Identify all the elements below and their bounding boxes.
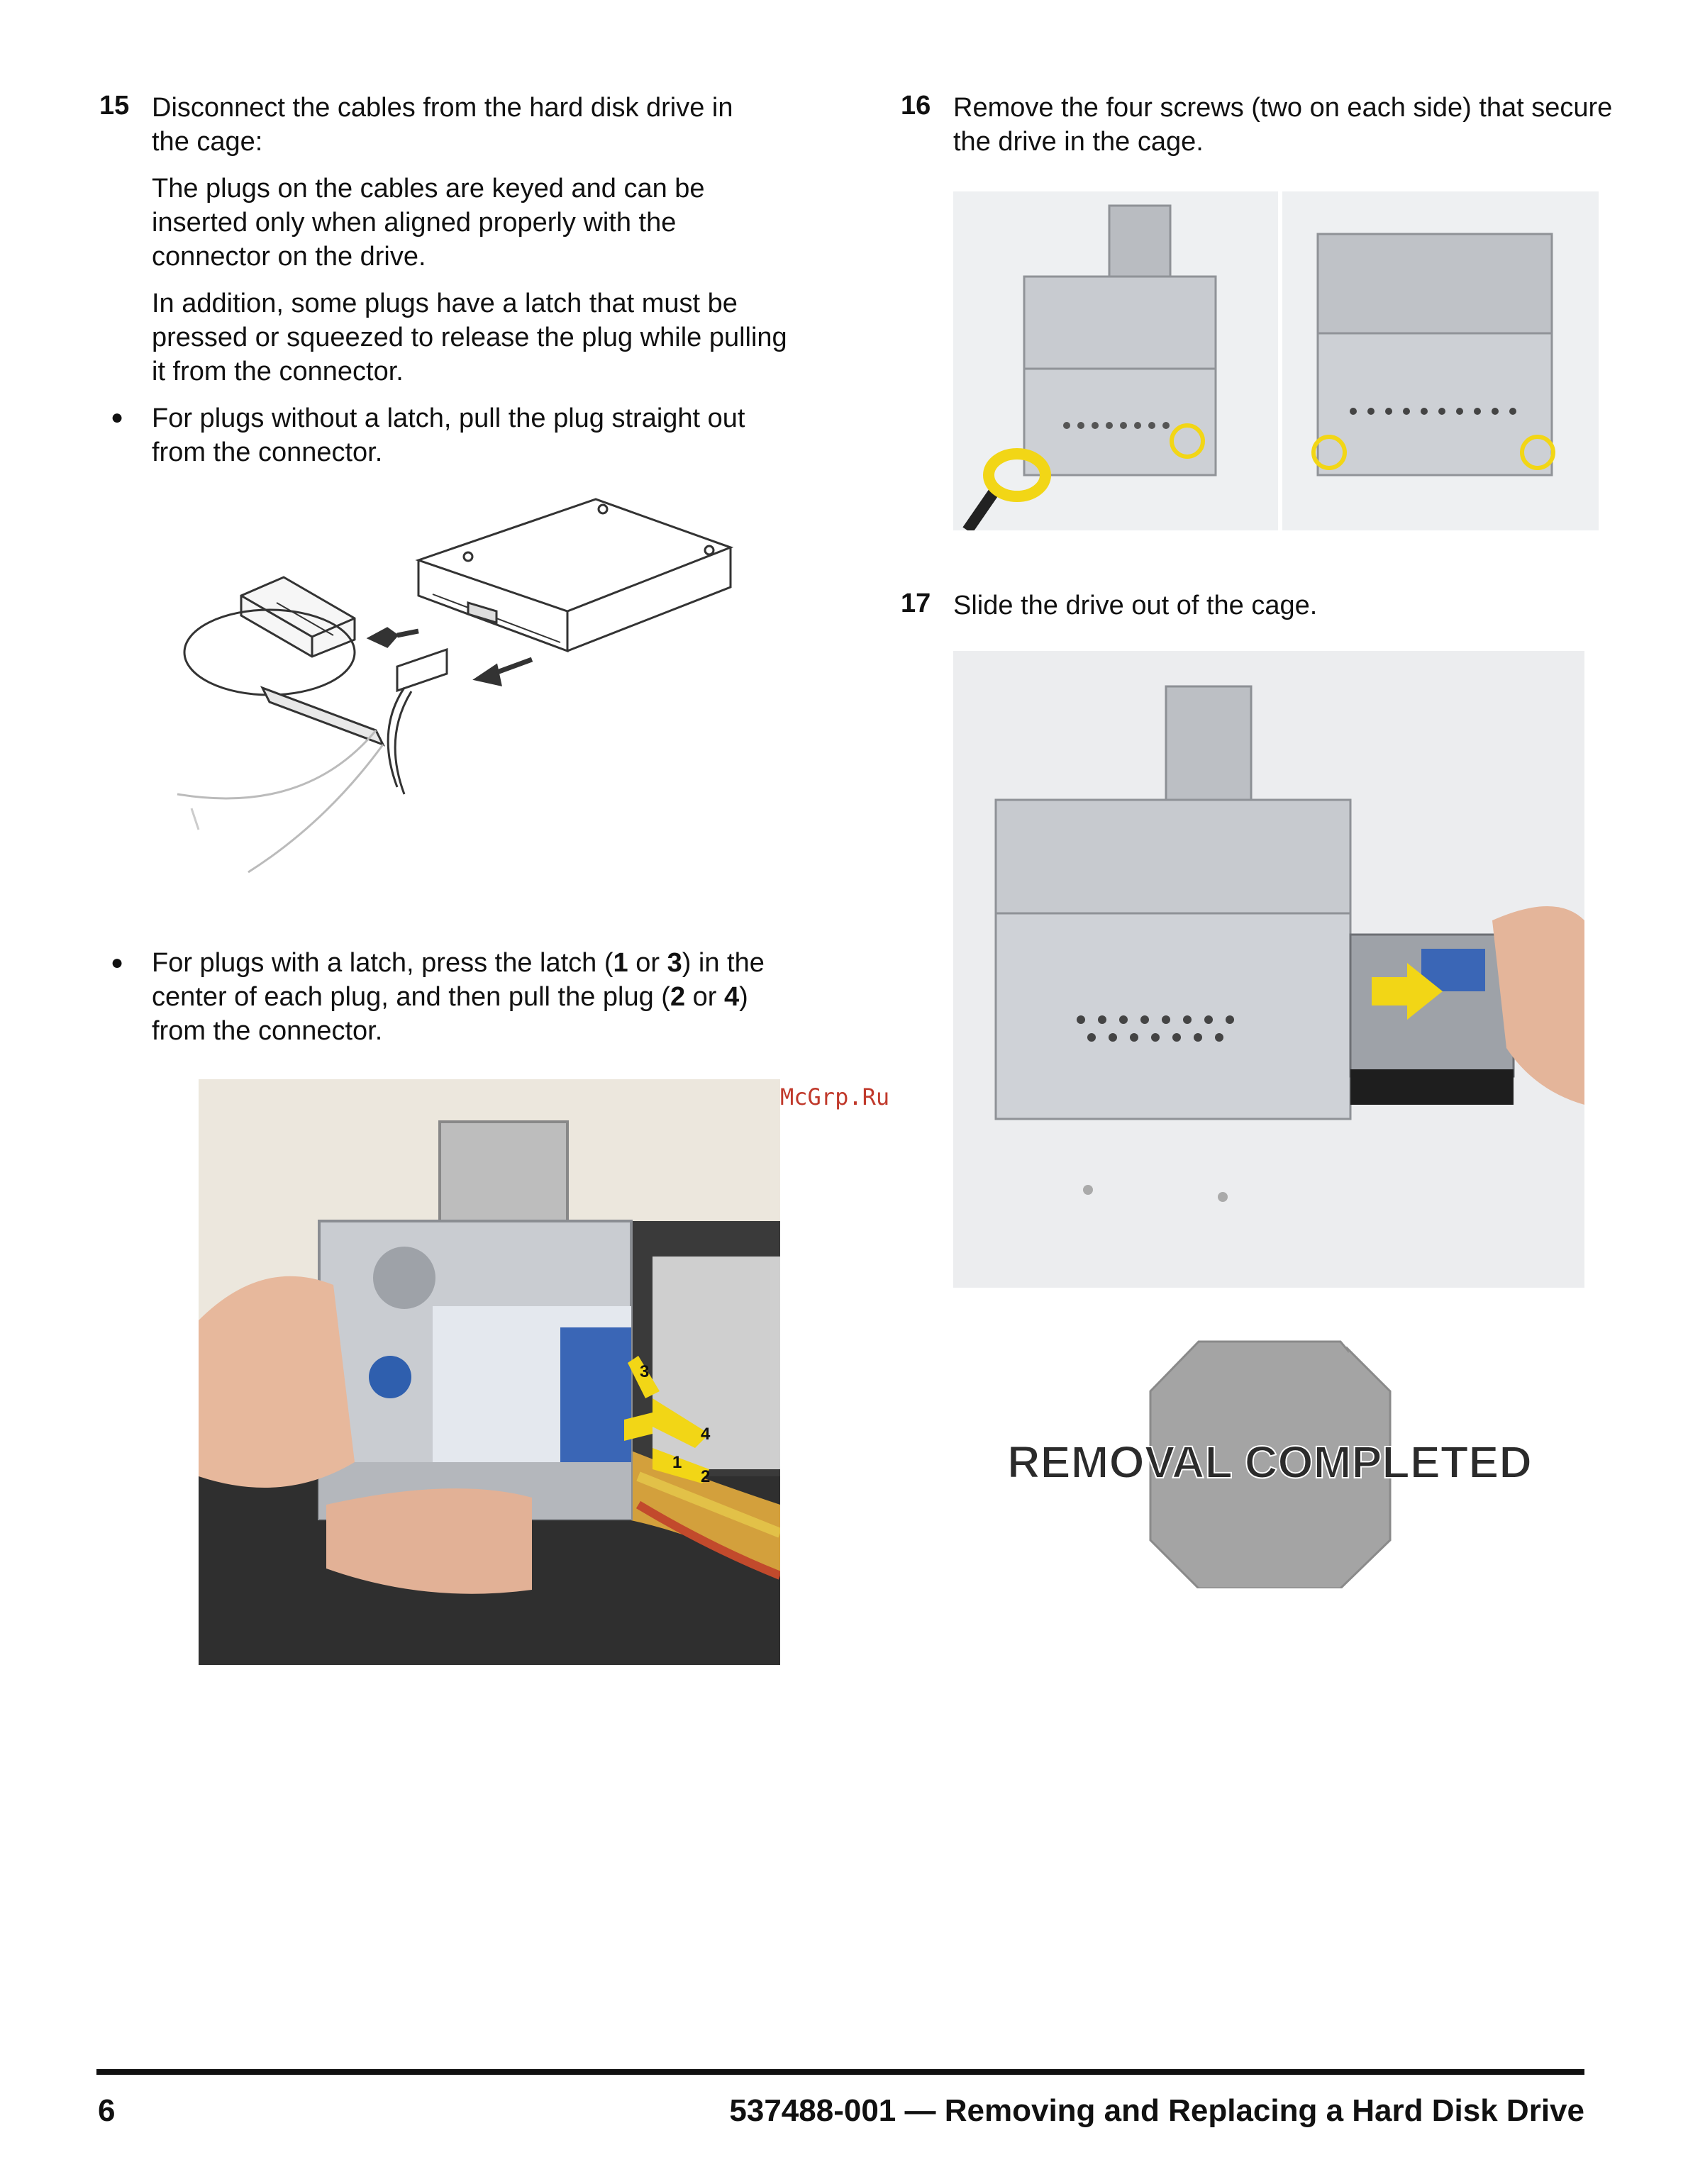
footer-rule [96, 2069, 1584, 2075]
bullet-latch-text: For plugs with a latch, press the latch (1 or 3) in the center of each plug, and then pull the plug (2 or 4) from the connector. [152, 948, 765, 1046]
step-16-text: Remove the four screws (two on each side) that secure the drive in the cage. [953, 93, 1613, 157]
step-15-paragraph-latch: In addition, some plugs have a latch that must be pressed or squeezed to release the plug while pulling it from the connector. [152, 289, 787, 386]
removal-completed-stop-sign [965, 1340, 1575, 1588]
photo-drive-slide-out [953, 651, 1584, 1288]
bullet-dot: ● [111, 406, 124, 429]
step-15-paragraph-keyed: The plugs on the cables are keyed and can be inserted only when aligned properly with the connector on the drive. [152, 174, 705, 272]
step-17-text: Slide the drive out of the cage. [953, 591, 1318, 620]
removal-completed-text: REMOVAL COMPLETED [1007, 1437, 1532, 1488]
watermark: McGrp.Ru [780, 1083, 890, 1110]
photo-label-3: 3 [640, 1362, 650, 1381]
bullet-no-latch-text: For plugs without a latch, pull the plug straight out from the connector. [152, 403, 745, 467]
cable-diagram-drawing [163, 489, 780, 893]
photo-screws-side-1 [953, 191, 1278, 530]
step-15-text: Disconnect the cables from the hard disk drive in the cage: [152, 93, 733, 157]
bullet-dot: ● [111, 951, 124, 974]
photo-label-4: 4 [701, 1425, 711, 1444]
step-17-number: 17 [901, 589, 931, 618]
step-15-number: 15 [99, 91, 130, 121]
photo-screws-side-2 [1282, 191, 1599, 530]
photo-label-1: 1 [672, 1453, 682, 1472]
page-number: 6 [98, 2093, 116, 2128]
photo-removing-cables [199, 1079, 780, 1665]
step-16-number: 16 [901, 91, 931, 121]
footer-title: 537488-001 — Removing and Replacing a Hard Disk Drive [729, 2093, 1584, 2128]
photo-label-2: 2 [701, 1467, 711, 1486]
